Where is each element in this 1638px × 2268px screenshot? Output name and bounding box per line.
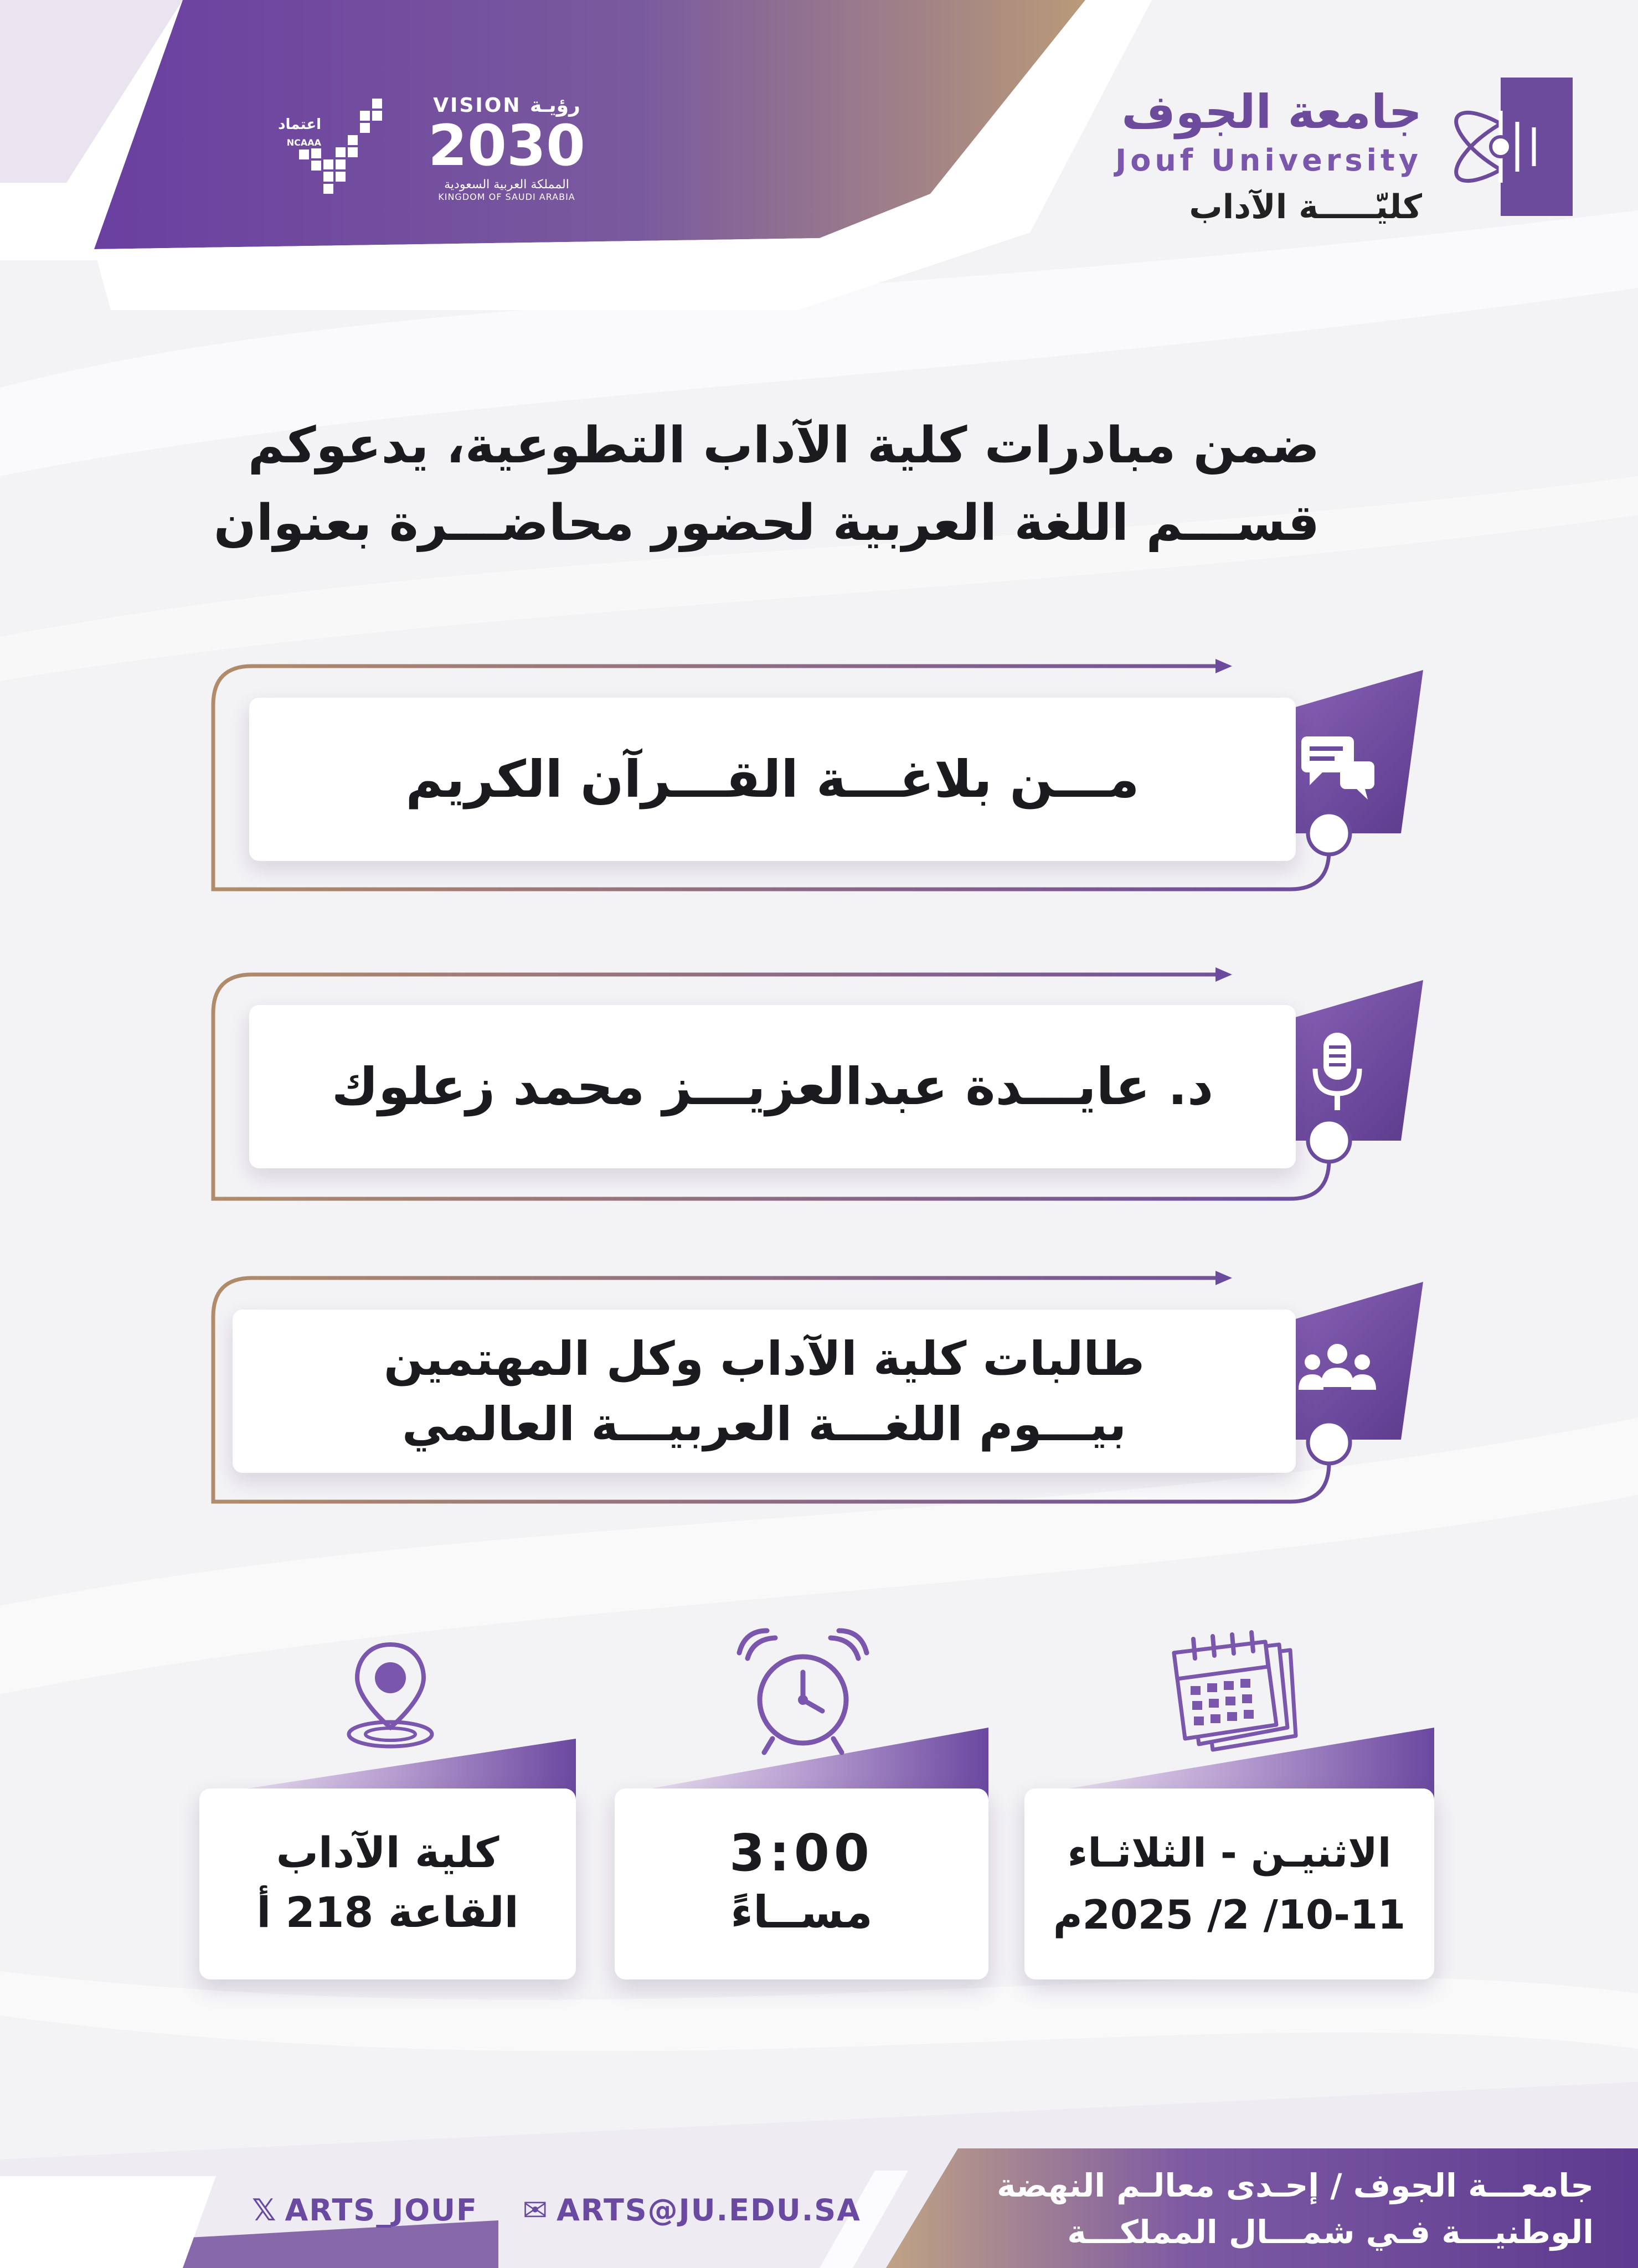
audience-icon <box>1296 1340 1379 1401</box>
vision-kingdom-en: KINGDOM OF SAUDI ARABIA <box>438 192 575 202</box>
location-line-2: القاعة 218 أ <box>256 1888 519 1937</box>
twitter-text: ARTS_JOUF <box>285 2193 478 2228</box>
intro-line-1: ضمن مبادرات كلية الآداب التطوعية، يدعوكم <box>248 416 1320 475</box>
date-days: الاثنيـن - الثلاثـاء <box>1067 1829 1392 1876</box>
vision-2030-logo <box>421 94 593 202</box>
ncaaa-label <box>278 116 321 151</box>
slogan-line-1: جامعـــة الجوف / إحـدى معالـم النهضة <box>997 2167 1594 2204</box>
university-logo-icon <box>1440 78 1573 216</box>
time-value: 3:00 <box>729 1823 874 1883</box>
vision-kingdom-ar: المملكة العربية السعودية <box>444 178 569 192</box>
accreditation-en: NCAAA <box>286 137 321 148</box>
vision-year: 2030 <box>428 113 585 179</box>
audience-line-2: بيـــوم اللغـــة العربيـــة العالمي <box>401 1396 1127 1451</box>
slogan-line-2: الوطنيـــة فـي شمـــال المملكـــة <box>1067 2213 1594 2251</box>
twitter-handle[interactable] <box>252 2193 478 2228</box>
university-name-en: Jouf University <box>1115 143 1422 178</box>
lecturer-card <box>249 1005 1296 1168</box>
calendar-icon <box>1157 1628 1307 1761</box>
time-box <box>615 1788 988 1980</box>
date-value: 10-11/ 2/ 2025م <box>1053 1891 1406 1938</box>
location-box <box>199 1788 576 1980</box>
lecture-title: مـــن بلاغـــة القـــرآن الكريم <box>405 750 1140 809</box>
microphone-icon <box>1307 1030 1368 1118</box>
university-name-ar: جامعة الجوف <box>1121 85 1422 139</box>
envelope-icon: ✉ <box>522 2193 549 2228</box>
location-line-1: كلية الآداب <box>276 1828 499 1877</box>
time-period: مســاءً <box>730 1886 873 1938</box>
email-address[interactable] <box>523 2193 861 2228</box>
accreditation-ar: اعتماد <box>278 116 321 133</box>
college-name: كليّـــــة الآداب <box>1189 188 1422 226</box>
date-box <box>1024 1788 1434 1980</box>
footer-contacts <box>252 2193 894 2228</box>
audience-card <box>233 1310 1296 1473</box>
lecture-title-card <box>249 698 1296 861</box>
university-branding <box>1115 85 1422 226</box>
lecturer-name: د. عايـــدة عبدالعزيـــز محمد زعلوك <box>331 1057 1214 1116</box>
vision-label: VISION رؤيـة <box>433 94 580 117</box>
footer-slogan <box>997 2162 1594 2255</box>
invitation-intro <box>212 407 1320 562</box>
alarm-clock-icon <box>731 1628 875 1761</box>
audience-line-1: طالبات كلية الآداب وكل المهتمين <box>383 1331 1145 1386</box>
email-text: ARTS@JU.EDU.SA <box>557 2193 861 2228</box>
x-twitter-icon: 𝕏 <box>252 2193 277 2228</box>
location-pin-icon <box>343 1639 437 1755</box>
intro-line-2: قســـم اللغة العربية لحضور محاضـــرة بعنوان <box>213 494 1320 552</box>
chat-icon <box>1296 731 1379 803</box>
